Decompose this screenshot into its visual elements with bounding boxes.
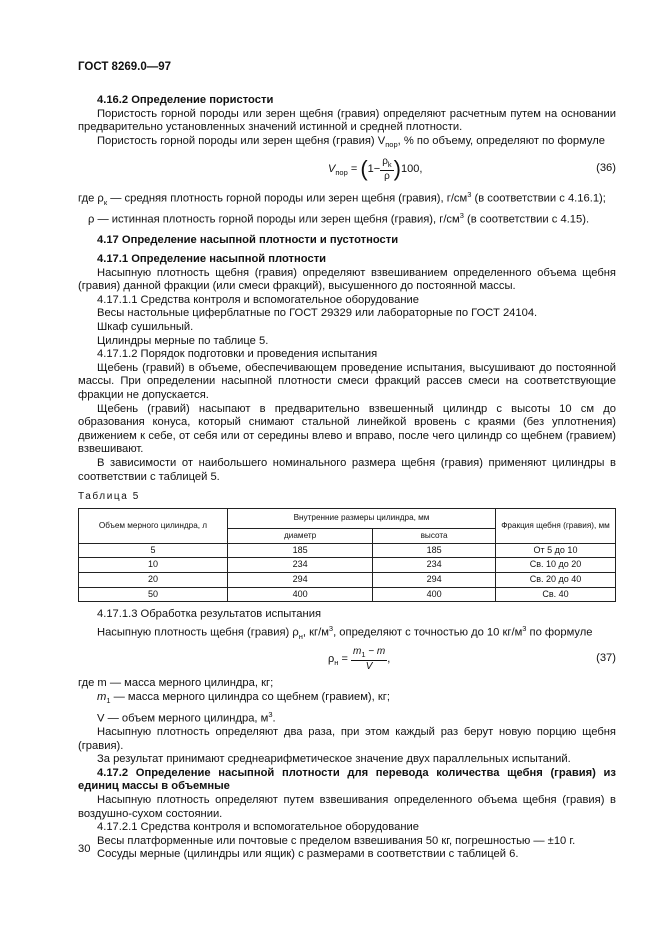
table-cell-volume: 10 bbox=[79, 558, 228, 573]
formula-36-lhs-sub: пор bbox=[335, 167, 348, 177]
section-4-17-1-paragraph-1: Насыпную плотность щебня (гравия) определяют взвешиванием определенного объема щебня (гравия) данной фракции (или смеси фракций), высушенного до постоянной массы. bbox=[78, 266, 616, 293]
table-cell-height: 400 bbox=[373, 587, 496, 602]
formula-37-num-m1: m bbox=[352, 646, 362, 658]
where-v-a: V — объем мерного цилиндра, м bbox=[97, 712, 269, 725]
table-5-header-row-1 bbox=[79, 508, 616, 528]
formula-37-number: (37) bbox=[596, 652, 616, 665]
formula-36-equals: = bbox=[350, 162, 358, 175]
p1-text-b: , кг/м bbox=[302, 626, 329, 639]
formula-36 bbox=[78, 152, 616, 188]
table-cell-volume: 20 bbox=[79, 572, 228, 587]
section-4-17-1-3-title: 4.17.1.3 Обработка результатов испытания bbox=[97, 608, 321, 621]
procedure-paragraph-2: Щебень (гравий) насыпают в предварительно взвешенный цилиндр с высоты 10 см до образования конуса, который снимают стальной линейкой вровень с краями (без уплотнения) движением к себе, от себя или от середины влево и вправо, после чего цилиндр со щебнем (гравием) взвешивают. bbox=[78, 402, 616, 456]
p2-subscript: пор bbox=[385, 140, 398, 150]
formula-37-lhs-sub: н bbox=[334, 658, 339, 668]
formula-36-num-sub: k bbox=[387, 159, 392, 169]
where-rho-k-a: где ρ bbox=[78, 192, 104, 205]
formula-36-numerator bbox=[380, 156, 393, 171]
formula-37 bbox=[78, 643, 616, 677]
equipment-measuring-vessels: Сосуды мерные (цилиндры или ящик) с размерами в соответствии с таблицей 6. bbox=[97, 848, 519, 861]
formula-37-tail: , bbox=[387, 653, 391, 666]
where-v-b: . bbox=[272, 712, 276, 725]
formula-36-fraction bbox=[380, 156, 393, 182]
where-rho-k-sub: к bbox=[103, 197, 108, 207]
equipment-platform-scales: Весы платформенные или почтовые с пределом взвешивания 50 кг, погрешностью — ±10 г. bbox=[97, 834, 576, 847]
table-cell-fraction: От 5 до 10 bbox=[496, 543, 616, 558]
table-cell-volume: 50 bbox=[79, 587, 228, 602]
p1-sup: 3 bbox=[328, 623, 334, 633]
table-row bbox=[79, 587, 616, 602]
section-4-17-title: 4.17 Определение насыпной плотности и пустотности bbox=[97, 233, 399, 246]
page-number: 30 bbox=[78, 843, 91, 855]
section-4-16-2-title: 4.16.2 Определение пористости bbox=[97, 94, 274, 106]
formula-37-numerator bbox=[351, 646, 387, 661]
table-cell-diameter: 234 bbox=[228, 558, 373, 573]
document-page bbox=[78, 0, 616, 935]
where-rho-k-c: (в соответствии с 4.16.1); bbox=[471, 192, 606, 205]
where-rho-k bbox=[78, 188, 616, 210]
table-cell-fraction: Св. 10 до 20 bbox=[496, 558, 616, 573]
table-cell-fraction: Св. 40 bbox=[496, 587, 616, 602]
formula-37-body bbox=[328, 646, 390, 672]
equipment-oven: Шкаф сушильный. bbox=[97, 321, 194, 334]
where-m1-b: — масса мерного цилиндра со щебнем (гравием), кг; bbox=[110, 690, 390, 703]
formula-36-lhs: V bbox=[328, 162, 336, 175]
table-cell-fraction: Св. 20 до 40 bbox=[496, 572, 616, 587]
formula-37-equals: = bbox=[341, 653, 348, 666]
formula-36-tail: 100, bbox=[400, 162, 423, 175]
procedure-paragraph-3: В зависимости от наибольшего номинального размера щебня (гравия) применяют цилиндры в соответствии с таблицей 5. bbox=[78, 457, 616, 483]
table-cell-diameter: 400 bbox=[228, 587, 373, 602]
procedure-paragraph-1: Щебень (гравий) в объеме, обеспечивающем проведение испытания, высушивают до постоянной массы. При определении насыпной плотности смеси фракций рассев смеси на соответствующие фракции не допускается. bbox=[78, 361, 616, 402]
formula-37-denominator: V bbox=[365, 661, 373, 673]
formula-37-lhs: ρ bbox=[328, 653, 335, 666]
p1-text-d: по формуле bbox=[526, 626, 593, 639]
formula-36-open-paren: ( bbox=[360, 155, 368, 181]
section-4-17-1-1-title: 4.17.1.1 Средства контроля и вспомогательное оборудование bbox=[97, 293, 419, 306]
p1-text-a: Насыпную плотность щебня (гравия) ρ bbox=[97, 626, 299, 639]
section-4-17-2-1-title: 4.17.2.1 Средства контроля и вспомогательное оборудование bbox=[97, 821, 419, 834]
where-m1 bbox=[78, 691, 616, 708]
formula-36-body bbox=[328, 156, 422, 182]
p1-sup-2: 3 bbox=[522, 623, 527, 633]
table-row bbox=[79, 543, 616, 558]
table-cell-height: 234 bbox=[373, 558, 496, 573]
table-row bbox=[79, 558, 616, 573]
p1-text-c: , определяют с точностью до 10 кг/м bbox=[333, 626, 523, 639]
formula-36-one-minus: 1− bbox=[367, 162, 381, 175]
equipment-scales: Весы настольные циферблатные по ГОСТ 29329 или лабораторные по ГОСТ 24104. bbox=[97, 307, 538, 320]
table-5-header-fraction: Фракция щебня (гравия), мм bbox=[496, 508, 616, 543]
table-5 bbox=[78, 508, 616, 602]
table-cell-volume: 5 bbox=[79, 543, 228, 558]
where-rho-a: ρ — истинная плотность горной породы или зерен щебня (гравия), г/см bbox=[88, 213, 460, 226]
where-v-sup: 3 bbox=[268, 709, 273, 719]
document-code-header: ГОСТ 8269.0—97 bbox=[78, 61, 172, 73]
table-5-header-height: высота bbox=[373, 528, 496, 543]
formula-37-num-sub: 1 bbox=[361, 650, 366, 660]
where-rho-sup: 3 bbox=[459, 211, 464, 221]
where-rho bbox=[78, 209, 616, 227]
table-5-caption: Таблица 5 bbox=[78, 491, 140, 503]
formula-36-num-rho: ρ bbox=[382, 155, 388, 167]
table-cell-height: 294 bbox=[373, 572, 496, 587]
repeat-note: Насыпную плотность определяют два раза, при этом каждый раз берут новую порцию щебня (гравия). bbox=[78, 726, 616, 752]
table-cell-height: 185 bbox=[373, 543, 496, 558]
p1-sub: н bbox=[298, 631, 303, 641]
section-4-17-1-title: 4.17.1 Определение насыпной плотности bbox=[97, 253, 327, 266]
formula-36-close-paren: ) bbox=[393, 155, 401, 181]
where-v bbox=[78, 708, 616, 726]
table-5-header-volume: Объем мерного цилиндра, л bbox=[79, 508, 228, 543]
formula-37-num-minus-m: − m bbox=[365, 646, 386, 658]
section-4-17-2-title: 4.17.2 Определение насыпной плотности для перевода количества щебня (гравия) из единиц массы в объемные bbox=[78, 766, 616, 793]
where-rho-k-sup: 3 bbox=[467, 189, 472, 199]
where-rho-k-b: — средняя плотность горной породы или зерен щебня (гравия), г/см bbox=[107, 192, 468, 205]
table-row bbox=[79, 572, 616, 587]
section-4-17-2-paragraph-1: Насыпную плотность определяют путем взвешивания определенного объема щебня (гравия) в воздушно-сухом состоянии. bbox=[78, 794, 616, 820]
where-m1-sub: 1 bbox=[106, 696, 111, 706]
result-note: За результат принимают среднеарифметическое значение двух параллельных испытаний. bbox=[97, 753, 571, 766]
equipment-cylinders: Цилиндры мерные по таблице 5. bbox=[97, 334, 269, 347]
document-body bbox=[78, 94, 616, 862]
table-cell-diameter: 294 bbox=[228, 572, 373, 587]
table-5-header-inner-dims: Внутренние размеры цилиндра, мм bbox=[228, 508, 496, 528]
p2-text-a: Пористость горной породы или зерен щебня (гравия) V bbox=[97, 134, 386, 147]
formula-37-fraction bbox=[351, 646, 387, 672]
where-m1-a: m bbox=[97, 690, 107, 703]
table-cell-diameter: 185 bbox=[228, 543, 373, 558]
section-4-17-1-3-paragraph-1 bbox=[78, 622, 616, 644]
formula-36-denominator: ρ bbox=[384, 170, 390, 182]
p2-text-b: , % по объему, определяют по формуле bbox=[397, 134, 606, 147]
where-rho-b: (в соответствии с 4.15). bbox=[463, 213, 590, 226]
table-5-header-diameter: диаметр bbox=[228, 528, 373, 543]
formula-36-number: (36) bbox=[596, 161, 616, 174]
where-m: где m — масса мерного цилиндра, кг; bbox=[78, 677, 274, 690]
section-4-17-1-2-title: 4.17.1.2 Порядок подготовки и проведения испытания bbox=[97, 348, 378, 361]
section-4-16-2-paragraph-2 bbox=[78, 135, 616, 152]
section-4-16-2-paragraph-1: Пористость горной породы или зерен щебня (гравия) определяют расчетным путем на основании предварительно установленных значений истинной и средней плотности. bbox=[78, 107, 616, 134]
